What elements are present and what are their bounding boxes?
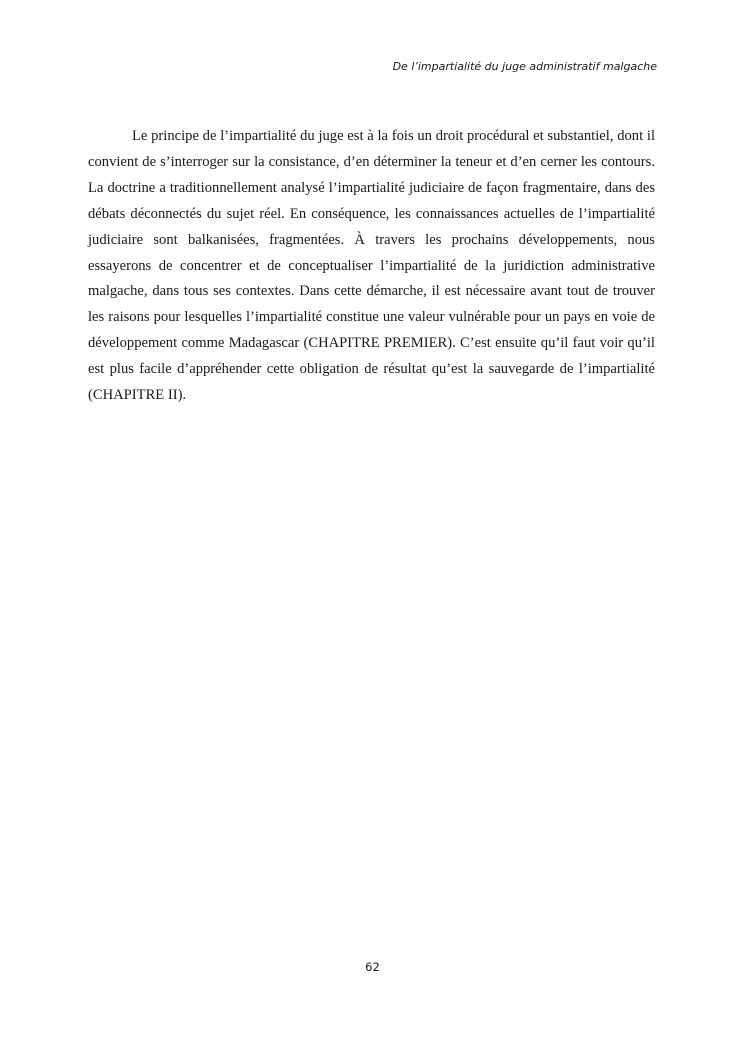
running-header: De l’impartialité du juge administratif malgache (392, 60, 657, 73)
page-number: 62 (365, 960, 380, 974)
body-paragraph: Le principe de l’impartialité du juge est à la fois un droit procédural et substantiel, dont il convient de s’interroger sur la consistance, d’en déterminer la teneur et d’en cerner les contours. La doctrine a traditionnellement analysé l’impartialité judiciaire de façon fragmentaire, dans des débats déconnectés du sujet réel. En conséquence, les connaissances actuelles de l’impartialité judiciaire sont balkanisées, fragmentées. À travers les prochains développements, nous essayerons de concentrer et de conceptualiser l’impartialité de la juridiction administrative malgache, dans tous ses contextes. Dans cette démarche, il est nécessaire avant tout de trouver les raisons pour lesquelles l’impartialité constitue une valeur vulnérable pour un pays en voie de développement comme Madagascar (CHAPITRE PREMIER). C’est ensuite qu’il faut voir qu’il est plus facile d’appréhender cette obligation de résultat qu’est la sauvegarde de l’impartialité (CHAPITRE II). (88, 128, 655, 404)
